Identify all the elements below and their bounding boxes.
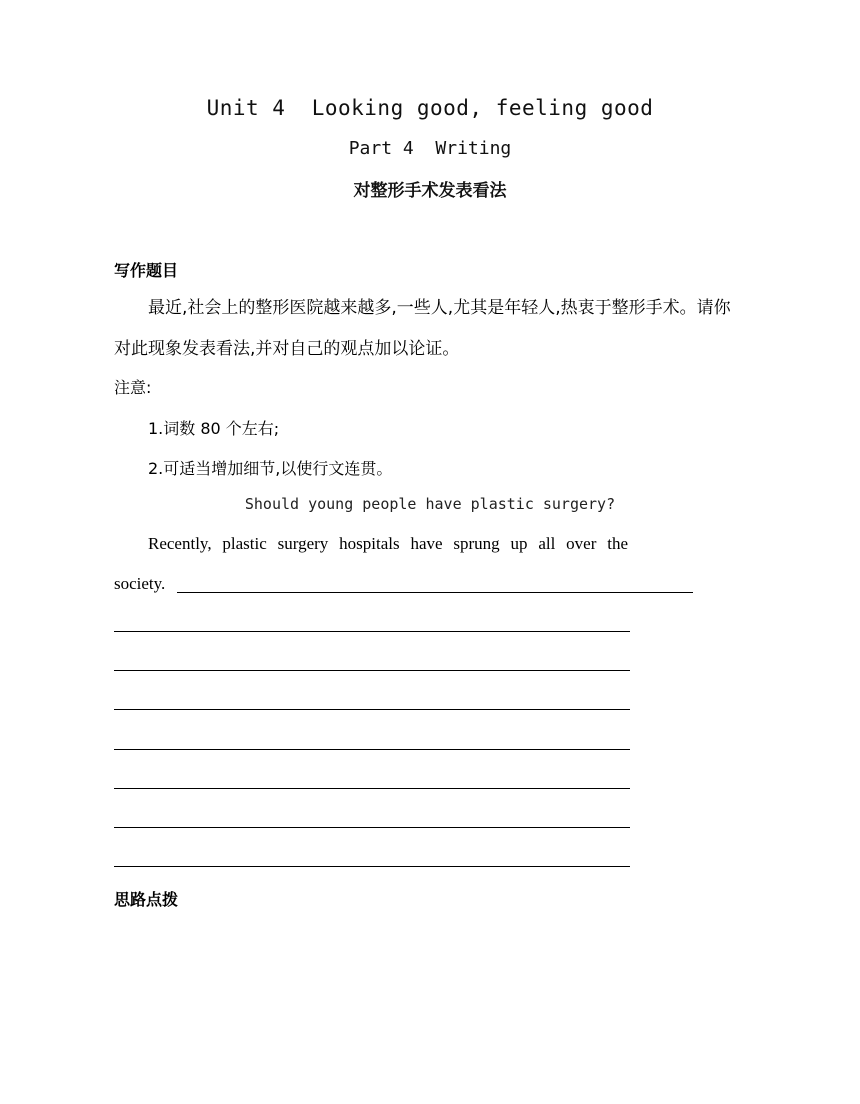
writing-line-3[interactable] [114,670,630,671]
writing-line-6[interactable] [114,788,630,789]
unit-title: Unit 4 Looking good, feeling good [206,96,654,120]
note-item-2: 2.可适当增加细节,以使行文连贯。 [148,459,393,478]
writing-line-1[interactable] [177,592,693,593]
topic-title: 对整形手术发表看法 [353,181,507,201]
writing-line-2[interactable] [114,631,630,632]
task-prompt-text: 最近,社会上的整形医院越来越多,一些人,尤其是年轻人,热衷于整形手术。请你对此现象发表看法,并对自己的观点加以论证。 [114,298,731,359]
part-title: Part 4 Writing [348,138,512,159]
note-item-1: 1.词数 80 个左右; [148,419,280,438]
writing-line-4[interactable] [114,709,630,710]
tips-heading: 思路点拨 [114,890,179,909]
task-prompt [114,288,744,370]
task-heading: 写作题目 [114,261,179,280]
writing-line-7[interactable] [114,827,630,828]
writing-line-8[interactable] [114,866,630,867]
essay-title: Should young people have plastic surgery? [244,495,616,513]
writing-line-5[interactable] [114,749,630,750]
essay-opening-line-2: society. [114,574,166,593]
notes-label: 注意: [114,378,152,397]
essay-opening-line-1: Recently, plastic surgery hospitals have sprung up all over the [148,534,628,553]
